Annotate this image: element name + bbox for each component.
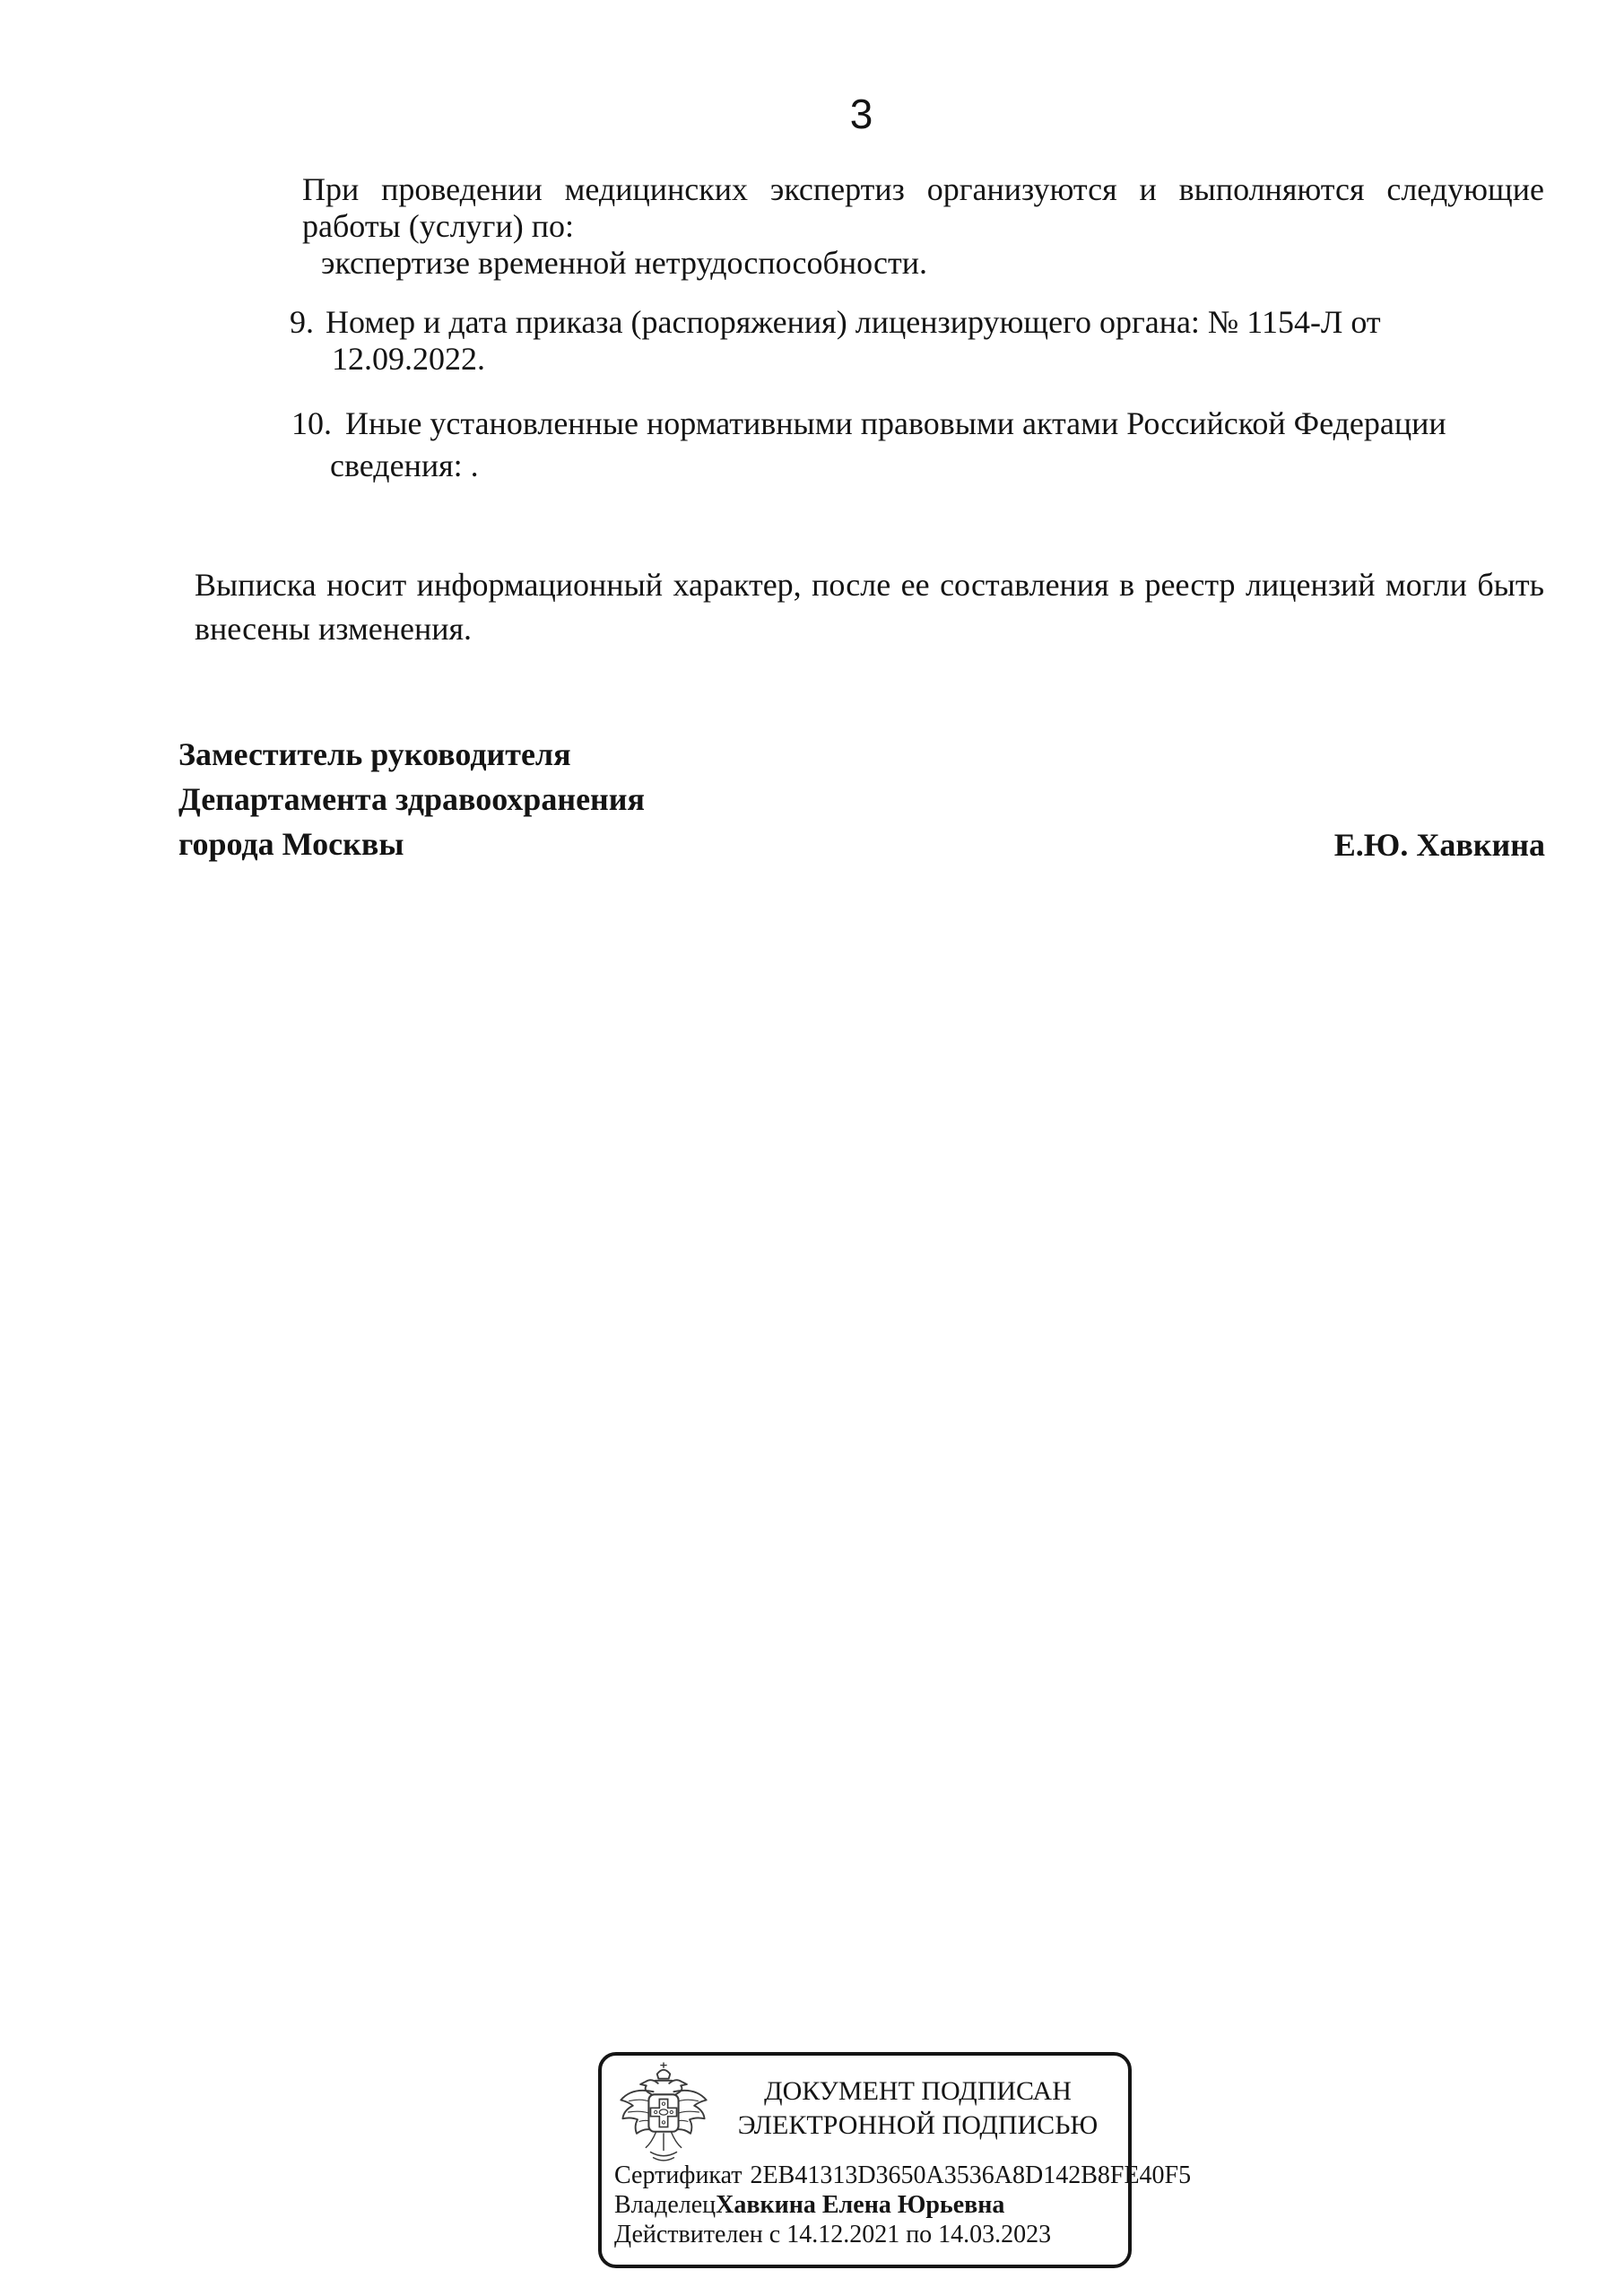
- item-9-line-2: 12.09.2022.: [332, 341, 485, 377]
- list-item-9: [290, 304, 1544, 378]
- certificate-value: 2EB41313D3650A3536A8D142B8FE40F5: [750, 2161, 1192, 2189]
- stamp-details: [614, 2161, 1191, 2249]
- electronic-signature-stamp: [598, 2052, 1192, 2268]
- paragraph-medical-expertise: [302, 171, 1544, 282]
- signatory-position-line-2: Департамента здравоохранения: [178, 781, 646, 817]
- signatory-position-line-1: Заместитель руководителя: [178, 736, 571, 772]
- certificate-label: Сертификат: [614, 2161, 743, 2189]
- signatory-name: Е.Ю. Хавкина: [1333, 827, 1545, 863]
- owner-label: Владелец: [614, 2191, 716, 2219]
- paragraph-line-1: При проведении медицинских экспертиз организуются и выполняются следующие: [302, 171, 1544, 207]
- item-10-line-2: сведения: .: [330, 448, 479, 483]
- stamp-owner-row: [614, 2190, 1191, 2220]
- double-headed-eagle-emblem-icon: [616, 2061, 711, 2163]
- item-10-number: 10.: [291, 405, 332, 441]
- item-10-line-1: [291, 403, 1544, 445]
- note-line-1: Выписка носит информационный характер, после ее составления в реестр лицензий могли быть: [195, 567, 1544, 603]
- signatory-position: [178, 732, 645, 866]
- note-line-2: внесены изменения.: [195, 611, 473, 647]
- item-9-text: Номер и дата приказа (распоряжения) лицензирующего органа: № 1154-Л от: [326, 304, 1381, 340]
- item-9-line-1: [290, 304, 1544, 341]
- stamp-validity-row: Действителен с 14.12.2021 по 14.03.2023: [614, 2221, 1052, 2248]
- stamp-title-line-2: ЭЛЕКТРОННОЙ ПОДПИСЬЮ: [737, 2110, 1099, 2140]
- paragraph-line-2: работы (услуги) по:: [302, 208, 574, 244]
- item-10-text: Иные установленные нормативными правовыми актами Российской Федерации: [345, 405, 1446, 441]
- owner-name: Хавкина Елена Юрьевна: [716, 2191, 1005, 2219]
- stamp-title: [714, 2074, 1122, 2143]
- list-item-10: [291, 403, 1544, 487]
- informational-note: [195, 563, 1544, 651]
- signatory-position-line-3: города Москвы: [178, 826, 404, 862]
- paragraph-line-3: экспертизе временной нетрудоспособности.: [321, 245, 927, 281]
- stamp-certificate-row: [614, 2161, 1191, 2190]
- page-number: 3: [849, 91, 873, 137]
- stamp-title-line-1: ДОКУМЕНТ ПОДПИСАН: [764, 2076, 1072, 2106]
- item-9-number: 9.: [290, 304, 314, 340]
